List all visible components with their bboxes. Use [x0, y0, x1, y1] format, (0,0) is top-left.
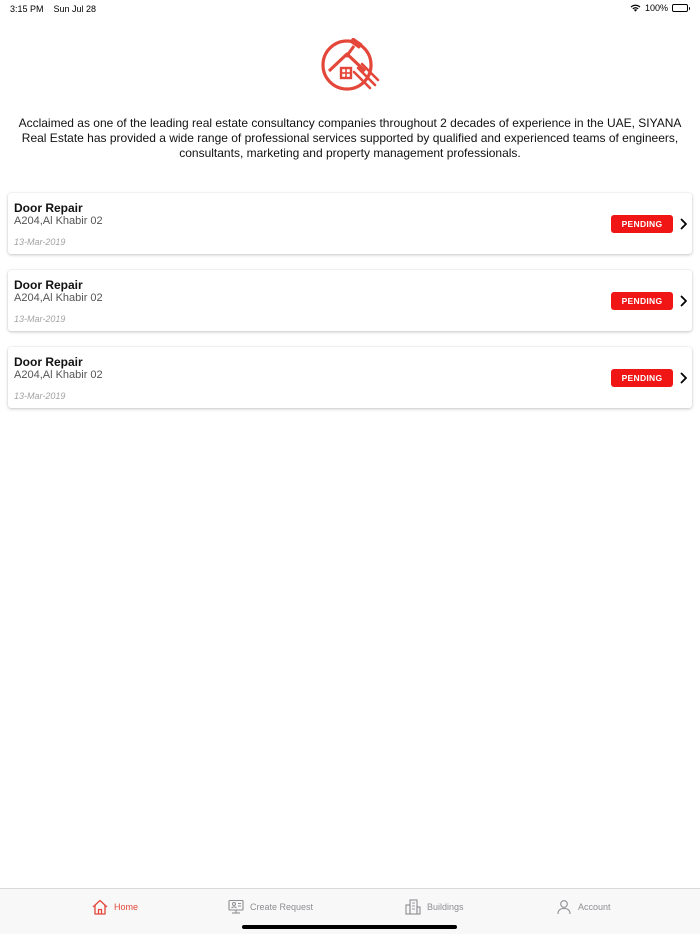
tab-create-request[interactable] [227, 898, 313, 916]
tab-home[interactable] [91, 898, 138, 916]
tab-buildings-label: Buildings [427, 902, 464, 912]
tab-buildings[interactable] [404, 898, 464, 916]
request-location: A204,Al Khabir 02 [14, 369, 103, 381]
wifi-icon [630, 4, 641, 12]
house-hammer-logo [320, 38, 380, 92]
status-date: Sun Jul 28 [53, 4, 97, 14]
request-list [8, 193, 692, 424]
request-card[interactable] [8, 270, 692, 331]
tab-account[interactable] [555, 898, 611, 916]
request-card[interactable] [8, 347, 692, 408]
request-title: Door Repair [14, 201, 83, 215]
status-bar [0, 0, 700, 18]
request-location: A204,Al Khabir 02 [14, 292, 103, 304]
request-title: Door Repair [14, 278, 83, 292]
request-location: A204,Al Khabir 02 [14, 215, 103, 227]
tab-home-label: Home [114, 902, 139, 912]
status-time: 3:15 PM [10, 4, 44, 14]
chevron-right-icon[interactable] [680, 372, 688, 384]
chevron-right-icon[interactable] [680, 218, 688, 230]
tab-account-label: Account [578, 902, 611, 912]
account-icon [555, 898, 573, 916]
request-date: 13-Mar-2019 [14, 314, 66, 324]
battery-percent: 100% [644, 3, 668, 13]
status-badge: PENDING [611, 369, 673, 387]
chevron-right-icon[interactable] [680, 295, 688, 307]
request-date: 13-Mar-2019 [14, 237, 66, 247]
tab-bar [0, 888, 700, 934]
status-badge: PENDING [611, 292, 673, 310]
home-icon [91, 898, 109, 916]
status-badge: PENDING [611, 215, 673, 233]
request-date: 13-Mar-2019 [14, 391, 66, 401]
create-request-icon [227, 898, 245, 916]
battery-icon [672, 4, 688, 12]
tab-create-request-label: Create Request [250, 902, 314, 912]
home-indicator[interactable] [242, 925, 457, 929]
request-title: Door Repair [14, 355, 83, 369]
request-card[interactable] [8, 193, 692, 254]
intro-text: Acclaimed as one of the leading real estate consultancy companies throughout 2 decades of experience in the UAE, SIYANA Real Estate has provided a wide range of professional services supported by qualified and experienced teams of engineers, consultants, marketing and property management professionals. [18, 116, 682, 160]
buildings-icon [404, 898, 422, 916]
